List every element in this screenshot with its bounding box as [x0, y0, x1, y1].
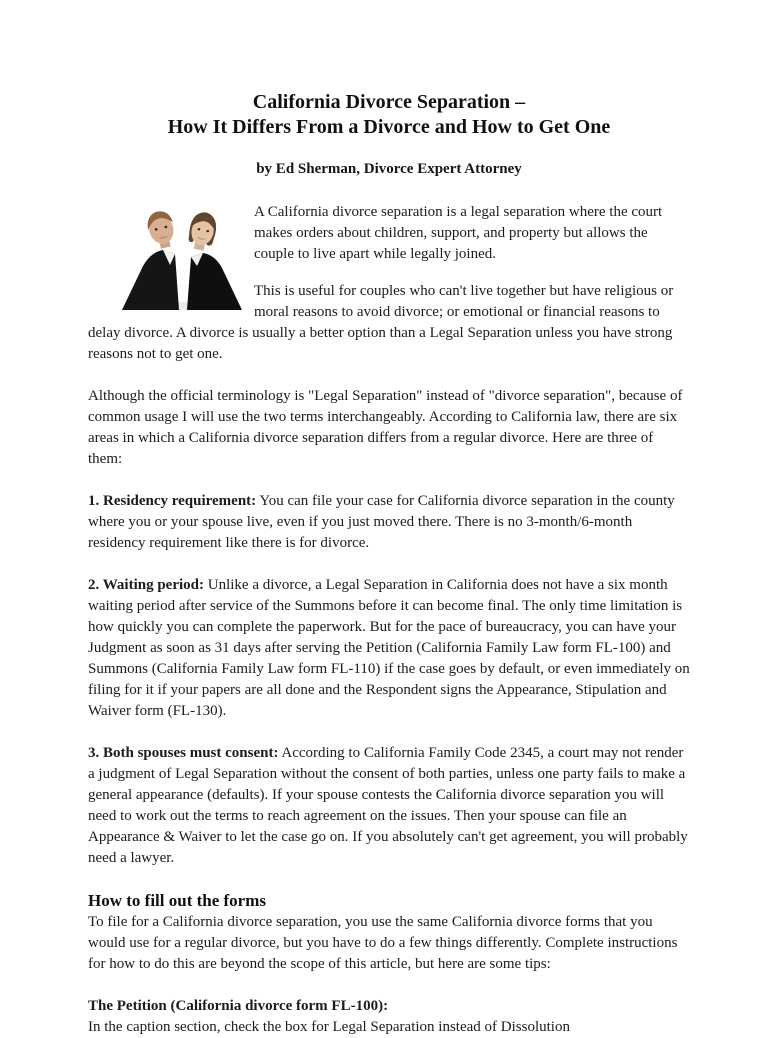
terminology-paragraph: Although the official terminology is "Legal Separation" instead of "divorce separation", because of common usage I will use the two terms interchangeably. According to California law, there are six areas in which a California divorce separation differs from a regular divorce. Here are three of them:	[88, 388, 683, 467]
point-1-label: 1. Residency requirement:	[88, 493, 257, 509]
page-title-line2: How It Differs From a Divorce and How to Get One	[167, 116, 611, 138]
intro-section	[88, 202, 690, 386]
point-1-text: You can file your case for California divorce separation in the county where you or your spouse live, even if you just moved there. There is no 3-month/6-month residency requirement like there is for divorce.	[88, 493, 675, 551]
couple-back-to-back-photo	[118, 202, 246, 310]
intro-paragraph-2: This is useful for couples who can't live together but have religious or moral reasons to avoid divorce; or emotional or financial reasons to delay divorce. A divorce is usually a better option than a Legal Separation unless you have strong reasons not to get one.	[88, 283, 674, 362]
petition-tip-text: In the caption section, check the box for Legal Separation instead of Dissolution	[88, 1019, 570, 1035]
section-heading-forms: How to fill out the forms	[88, 891, 267, 910]
petition-tip	[88, 996, 690, 1038]
point-1-residency	[88, 491, 690, 554]
page-title	[88, 90, 690, 140]
point-3-consent	[88, 743, 690, 869]
point-3-label: 3. Both spouses must consent:	[88, 745, 279, 761]
point-2-text: Unlike a divorce, a Legal Separation in California does not have a six month waiting period after service of the Summons before it can become final. The only time limitation is how quickly you can complete the paperwork. But for the pace of bureaucracy, you can have your Judgment as soon as 31 days after serving the Petition (California Family Law form FL-100) and Summons (California Family Law form FL-110) if the case goes by default, or even immediately on filing for it if your papers are all done and the Respondent signs the Appearance, Stipulation and Waiver form (FL-130).	[88, 577, 690, 719]
point-3-text: According to California Family Code 2345, a court may not render a judgment of Legal Separation without the consent of both parties, unless one party fails to make a general appearance (defaults). If your spouse contests the California divorce separation you will need to work out the terms to reach agreement on the issues. Then your spouse can file an Appearance & Waiver to let the case go on. If you absolutely can't get agreement, you will probably need a lawyer.	[88, 745, 688, 866]
couple-photo-graphic	[118, 202, 246, 310]
forms-paragraph: To file for a California divorce separation, you use the same California divorce forms that you would use for a regular divorce, but you have to do a few things differently. Complete instructions for how to do this are beyond the scope of this article, but here are some tips:	[88, 914, 678, 972]
page-title-line1: California Divorce Separation –	[252, 91, 526, 113]
petition-tip-label: The Petition (California divorce form FL-100):	[88, 998, 389, 1014]
point-2-waiting-period	[88, 575, 690, 722]
article-body	[88, 386, 690, 1038]
intro-paragraph-1: A California divorce separation is a legal separation where the court makes orders about children, support, and property but allows the couple to live apart while legally joined.	[254, 204, 663, 262]
point-2-label: 2. Waiting period:	[88, 577, 204, 593]
byline: by Ed Sherman, Divorce Expert Attorney	[256, 161, 522, 177]
